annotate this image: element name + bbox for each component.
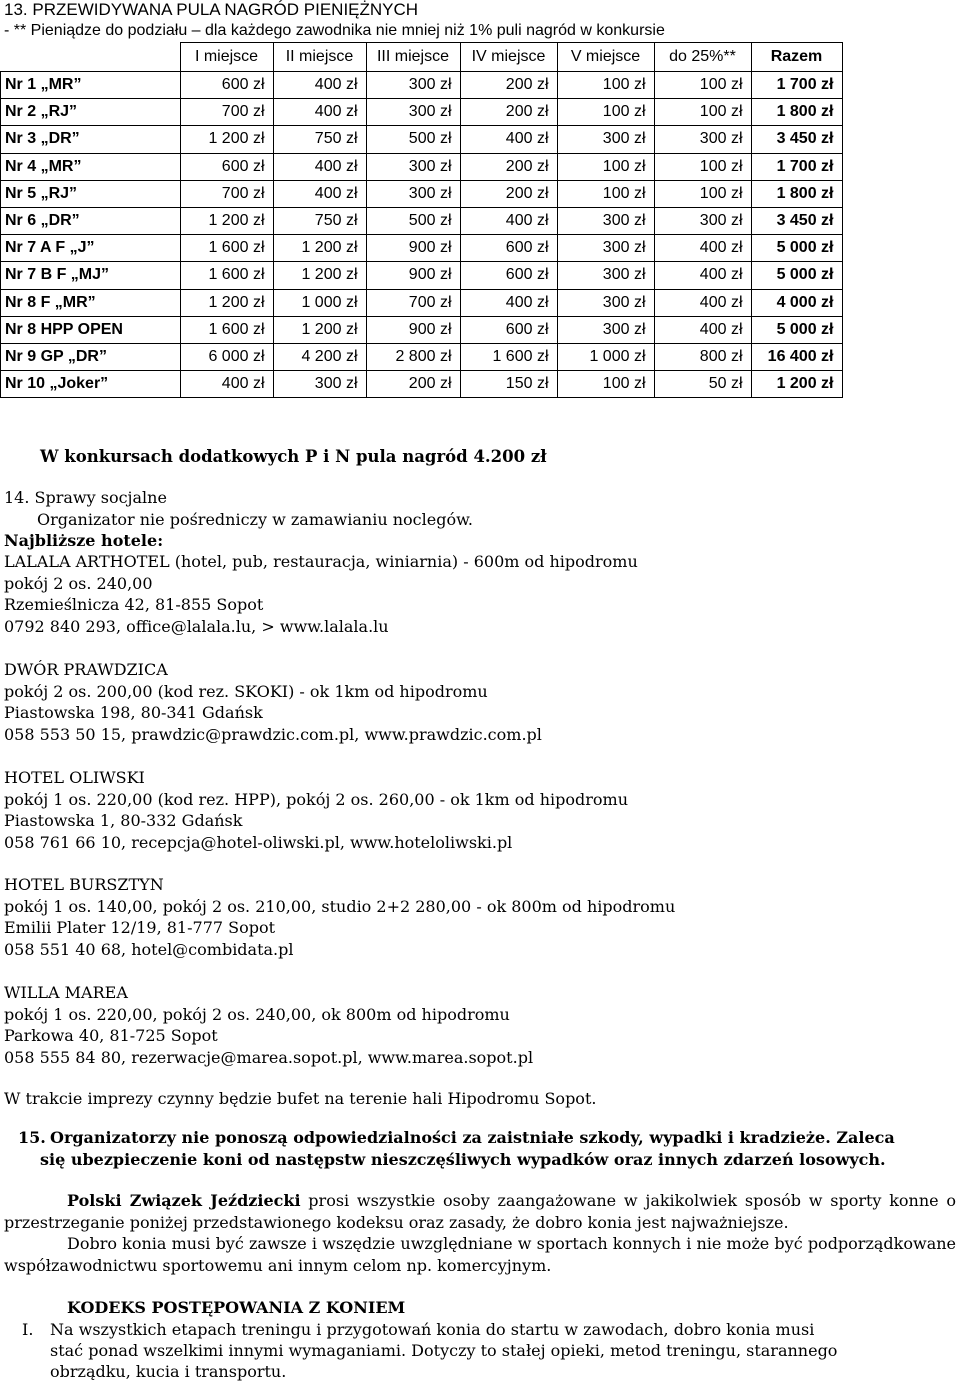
prize-cell: 300 zł: [366, 99, 460, 126]
pzj-paragraph: [4, 1190, 956, 1233]
prize-distribution-note: - ** Pieniądze do podziału – dla każdego zawodnika nie mniej niż 1% puli nagród w konkursie: [4, 22, 665, 39]
column-header: II miejsce: [273, 43, 366, 72]
hotel-detail-line: Parkowa 40, 81-725 Sopot: [4, 1026, 218, 1045]
prize-cell: 500 zł: [366, 207, 460, 234]
prize-cell: 1 200 zł: [273, 316, 366, 343]
total-cell: 1 200 zł: [751, 371, 842, 398]
prize-cell: 6 000 zł: [180, 343, 273, 370]
competition-label: Nr 1 „MR”: [1, 72, 181, 99]
prize-cell: 600 zł: [460, 262, 557, 289]
section-15-number: 15.: [18, 1128, 46, 1147]
hotel-detail-line: 058 553 50 15, prawdzic@prawdzic.com.pl, www.prawdzic.com.pl: [4, 724, 542, 744]
prize-cell: 600 zł: [460, 235, 557, 262]
table-row: [1, 289, 843, 316]
competition-label: Nr 2 „RJ”: [1, 99, 181, 126]
prize-cell: 1 200 zł: [180, 126, 273, 153]
hotel-detail-line: pokój 2 os. 200,00 (kod rez. SKOKI) - ok 1km od hipodromu: [4, 681, 488, 701]
prize-cell: 200 zł: [460, 153, 557, 180]
table-row: [1, 343, 843, 370]
prize-cell: 700 zł: [180, 99, 273, 126]
hotel-detail-line: pokój 2 os. 240,00: [4, 573, 153, 593]
total-cell: 1 800 zł: [751, 99, 842, 126]
total-cell: 1 700 zł: [751, 153, 842, 180]
buffet-note: W trakcie imprezy czynny będzie bufet na terenie hali Hipodromu Sopot.: [4, 1089, 597, 1108]
prize-cell: 400 zł: [273, 72, 366, 99]
prize-cell: 750 zł: [273, 126, 366, 153]
hotel-name: DWÓR PRAWDZICA: [4, 660, 168, 679]
prize-cell: 900 zł: [366, 316, 460, 343]
horse-welfare-paragraph: Dobro konia musi być zawsze i wszędzie uwzględniane w sportach konnych i nie może być podporządkowane współzawodnictwu sportowemu ani innym celom np. komercyjnym.: [4, 1234, 956, 1275]
pzj-org-name: Polski Związek Jeździecki: [67, 1191, 301, 1210]
section-15-line-1: Organizatorzy nie ponoszą odpowiedzialności za zaistniałe szkody, wypadki i kradzieże. Zaleca: [50, 1128, 895, 1147]
prize-cell: 700 zł: [366, 289, 460, 316]
column-header: Razem: [751, 43, 842, 72]
hotel-name: HOTEL OLIWSKI: [4, 768, 145, 787]
prize-cell: 100 zł: [654, 153, 751, 180]
table-row: [1, 72, 843, 99]
prize-cell: 400 zł: [654, 262, 751, 289]
competition-label: Nr 6 „DR”: [1, 207, 181, 234]
prize-cell: 300 zł: [557, 207, 654, 234]
prize-cell: 300 zł: [557, 316, 654, 343]
column-header: do 25%**: [654, 43, 751, 72]
prize-cell: 100 zł: [654, 99, 751, 126]
pzj-text: prosi wszystkie osoby zaangażowane w jakikolwiek sposób w sporty konne o przestrzeganie poniżej przedstawionego kodeksu oraz zasady, że dobro konia jest najważniejsze.: [4, 1191, 957, 1232]
competition-label: Nr 8 HPP OPEN: [1, 316, 181, 343]
table-header-row: [1, 43, 843, 72]
competition-label: Nr 3 „DR”: [1, 126, 181, 153]
prize-cell: 300 zł: [366, 180, 460, 207]
prize-cell: 400 zł: [654, 235, 751, 262]
prize-cell: 200 zł: [460, 72, 557, 99]
hotel-detail-line: Emilii Plater 12/19, 81-777 Sopot: [4, 918, 276, 937]
prize-cell: 1 200 zł: [180, 207, 273, 234]
prize-cell: 400 zł: [273, 99, 366, 126]
prize-cell: 400 zł: [654, 316, 751, 343]
prize-cell: 1 200 zł: [273, 235, 366, 262]
competition-label: Nr 10 „Joker”: [1, 371, 181, 398]
hotel-name: WILLA MAREA: [4, 983, 128, 1002]
code-item-line-2: stać ponad wszelkimi innymi wymaganiami. Dotyczy to stałej opieki, metod treningu, starannego: [50, 1341, 838, 1360]
prize-cell: 300 zł: [654, 126, 751, 153]
prize-cell: 1 000 zł: [557, 343, 654, 370]
code-item-line-1: Na wszystkich etapach treningu i przygotowań konia do startu w zawodach, dobro konia musi: [50, 1320, 815, 1339]
prize-cell: 1 600 zł: [180, 235, 273, 262]
prize-cell: 400 zł: [273, 180, 366, 207]
prize-cell: 600 zł: [180, 153, 273, 180]
table-row: [1, 262, 843, 289]
prize-cell: 4 200 zł: [273, 343, 366, 370]
hotel-detail-line: pokój 1 os. 220,00, pokój 2 os. 240,00, ok 800m od hipodromu: [4, 1004, 510, 1024]
column-header: V miejsce: [557, 43, 654, 72]
section-13-title: 13. PRZEWIDYWANA PULA NAGRÓD PIENIĘŻNYCH: [4, 0, 419, 19]
competition-label: Nr 8 F „MR”: [1, 289, 181, 316]
prize-cell: 1 600 zł: [180, 316, 273, 343]
prize-cell: 500 zł: [366, 126, 460, 153]
table-row: [1, 99, 843, 126]
prize-cell: 100 zł: [557, 99, 654, 126]
prize-cell: 1 200 zł: [180, 289, 273, 316]
prize-cell: 1 600 zł: [460, 343, 557, 370]
column-header: I miejsce: [180, 43, 273, 72]
prize-cell: 2 800 zł: [366, 343, 460, 370]
prize-cell: 900 zł: [366, 235, 460, 262]
prize-cell: 750 zł: [273, 207, 366, 234]
accommodation-intro: Organizator nie pośredniczy w zamawianiu noclegów.: [37, 510, 473, 529]
extra-pool-note: W konkursach dodatkowych P i N pula nagród 4.200 zł: [40, 447, 547, 466]
total-cell: 5 000 zł: [751, 235, 842, 262]
hotel-name: LALALA ARTHOTEL (hotel, pub, restauracja, winiarnia) - 600m od hipodromu: [4, 552, 638, 571]
prize-cell: 300 zł: [557, 289, 654, 316]
prize-cell: 100 zł: [557, 153, 654, 180]
table-row: [1, 207, 843, 234]
prize-cell: 300 zł: [654, 207, 751, 234]
prize-cell: 600 zł: [460, 316, 557, 343]
table-row: [1, 153, 843, 180]
section-14-title: 14. Sprawy socjalne: [4, 488, 167, 507]
hotels-heading: Najbliższe hotele:: [4, 531, 164, 550]
prize-cell: 300 zł: [557, 262, 654, 289]
prize-cell: 100 zł: [654, 72, 751, 99]
prize-cell: 400 zł: [460, 289, 557, 316]
prize-cell: 100 zł: [654, 180, 751, 207]
total-cell: 3 450 zł: [751, 207, 842, 234]
total-cell: 1 700 zł: [751, 72, 842, 99]
table-row: [1, 371, 843, 398]
hotel-detail-line: Piastowska 1, 80-332 Gdańsk: [4, 811, 243, 830]
prize-cell: 800 zł: [654, 343, 751, 370]
competition-label: Nr 5 „RJ”: [1, 180, 181, 207]
competition-label: Nr 7 A F „J”: [1, 235, 181, 262]
competition-label: Nr 4 „MR”: [1, 153, 181, 180]
total-cell: 3 450 zł: [751, 126, 842, 153]
prize-cell: 400 zł: [460, 207, 557, 234]
prize-cell: 100 zł: [557, 72, 654, 99]
prize-cell: 300 zł: [273, 371, 366, 398]
section-15-line-2: się ubezpieczenie koni od następstw nieszczęśliwych wypadków oraz innych zdarzeń losowych.: [40, 1150, 886, 1169]
hotel-detail-line: pokój 1 os. 220,00 (kod rez. HPP), pokój 2 os. 260,00 - ok 1km od hipodromu: [4, 789, 629, 809]
table-row: [1, 126, 843, 153]
code-item-line-3: obrządku, kucia i transportu.: [50, 1362, 287, 1381]
prize-cell: 400 zł: [460, 126, 557, 153]
hotel-detail-line: Piastowska 198, 80-341 Gdańsk: [4, 703, 263, 722]
prize-cell: 1 200 zł: [273, 262, 366, 289]
prize-cell: 100 zł: [557, 371, 654, 398]
table-row: [1, 180, 843, 207]
table-row: [1, 235, 843, 262]
prize-cell: 400 zł: [273, 153, 366, 180]
prize-cell: 900 zł: [366, 262, 460, 289]
code-item-number: I.: [22, 1320, 34, 1339]
column-header: IV miejsce: [460, 43, 557, 72]
prize-cell: 50 zł: [654, 371, 751, 398]
hotel-detail-line: 058 761 66 10, recepcja@hotel-oliwski.pl, www.hoteloliwski.pl: [4, 832, 513, 852]
prize-cell: 400 zł: [180, 371, 273, 398]
prize-cell: 300 zł: [557, 235, 654, 262]
prize-pool-table: [0, 42, 843, 398]
prize-cell: 100 zł: [557, 180, 654, 207]
prize-table-body: [1, 72, 843, 398]
competition-label: Nr 9 GP „DR”: [1, 343, 181, 370]
total-cell: 5 000 zł: [751, 262, 842, 289]
prize-cell: 400 zł: [654, 289, 751, 316]
hotel-detail-line: 058 555 84 80, rezerwacje@marea.sopot.pl, www.marea.sopot.pl: [4, 1047, 534, 1067]
hotel-detail-line: 0792 840 293, office@lalala.lu, > www.lalala.lu: [4, 616, 389, 636]
prize-cell: 300 zł: [366, 72, 460, 99]
code-title: KODEKS POSTĘPOWANIA Z KONIEM: [67, 1298, 406, 1317]
prize-cell: 300 zł: [557, 126, 654, 153]
total-cell: 1 800 zł: [751, 180, 842, 207]
total-cell: 4 000 zł: [751, 289, 842, 316]
prize-cell: 200 zł: [366, 371, 460, 398]
prize-cell: 1 600 zł: [180, 262, 273, 289]
table-corner-cell: [1, 43, 181, 72]
column-header: III miejsce: [366, 43, 460, 72]
prize-cell: 150 zł: [460, 371, 557, 398]
hotel-detail-line: 058 551 40 68, hotel@combidata.pl: [4, 939, 294, 959]
total-cell: 5 000 zł: [751, 316, 842, 343]
prize-cell: 1 000 zł: [273, 289, 366, 316]
table-row: [1, 316, 843, 343]
hotel-detail-line: pokój 1 os. 140,00, pokój 2 os. 210,00, studio 2+2 280,00 - ok 800m od hipodromu: [4, 896, 676, 916]
prize-cell: 300 zł: [366, 153, 460, 180]
prize-cell: 700 zł: [180, 180, 273, 207]
total-cell: 16 400 zł: [751, 343, 842, 370]
prize-cell: 600 zł: [180, 72, 273, 99]
hotel-detail-line: Rzemieślnicza 42, 81-855 Sopot: [4, 595, 264, 614]
competition-label: Nr 7 B F „MJ”: [1, 262, 181, 289]
hotel-name: HOTEL BURSZTYN: [4, 875, 164, 894]
prize-cell: 200 zł: [460, 180, 557, 207]
prize-cell: 200 zł: [460, 99, 557, 126]
